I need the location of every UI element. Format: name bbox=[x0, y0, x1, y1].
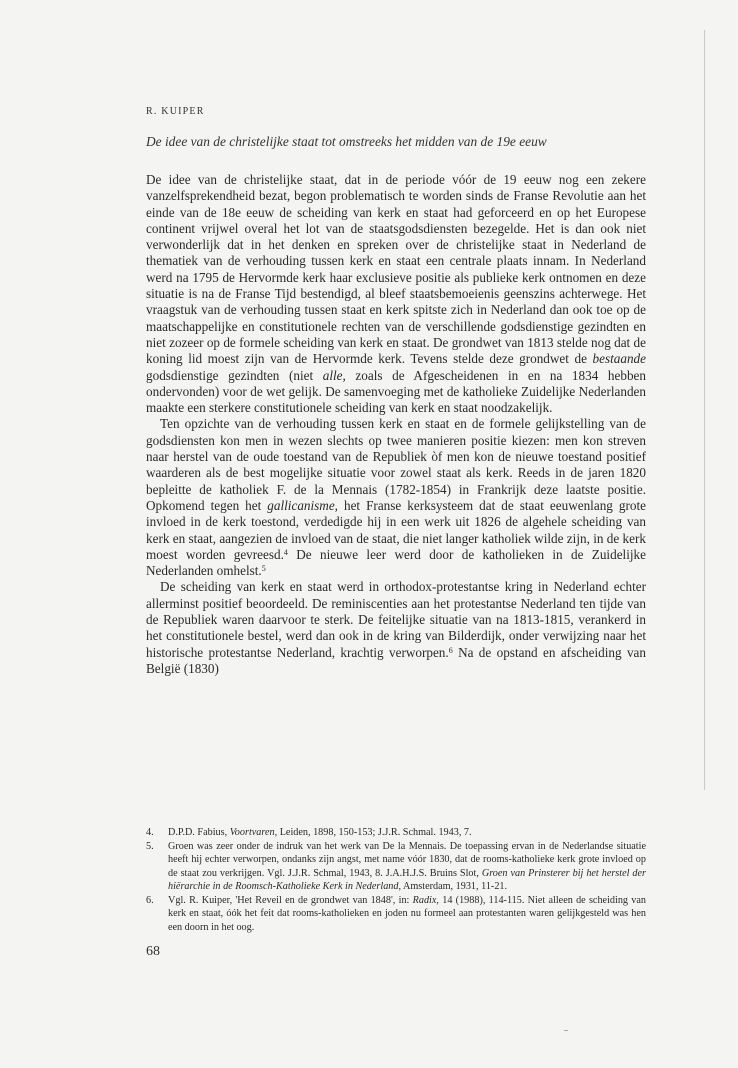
footnote-ref-4[interactable]: 4 bbox=[283, 547, 288, 557]
footnotes bbox=[146, 826, 646, 934]
footnote-text: Groen was zeer onder de indruk van het werk van De la Mennais. De toepassing ervan in de Nederlandse situatie heeft hij echter verworpen, ondanks zijn angst, met name vóór 1830, dat de rooms-katholieke kerk grote invloed op de staat zou verkrijgen. Vgl. J.J.R. Schmal, 1943, 8. J.A.H.J.S. Bruins Slot, Groen van Prinsterer bij het herstel der hiërarchie in de Roomsch-Katholieke Kerk in Nederland, Amsterdam, 1931, 11-21. bbox=[168, 840, 647, 892]
scan-mark bbox=[564, 1030, 568, 1031]
page-edge-line bbox=[704, 30, 705, 790]
footnote-ref-6[interactable]: 6 bbox=[448, 645, 453, 655]
footnote-5 bbox=[146, 840, 646, 894]
footnote-text: Vgl. R. Kuiper, 'Het Reveil en de grondwet van 1848', in: Radix, 14 (1988), 114-115. Niet alleen de scheiding van kerk en staat, óók het feit dat rooms-katholieken en joden nu formeel aan protestanten waren gelijkgesteld was hen een doorn in het oog. bbox=[168, 894, 646, 933]
text-run: De nieuwe leer werd door de katholieken in de Zuidelijke Nederlanden omhelst. bbox=[146, 546, 646, 579]
text-run: zoals de Afgescheidenen in en na 1834 hebben ondervonden) voor de wet gelijk. De samenvoeging met de katholieke Zuidelijke Nederlanden maakte een sterkere constitutionele scheiding van kerk en staat noodzakelijk. bbox=[146, 367, 646, 416]
page-number: 68 bbox=[146, 944, 160, 959]
text-run: De scheiding van kerk en staat werd in orthodox-protestantse kring in Nederland echter allerminst positief beoordeeld. De reminiscenties aan het protestantse Nederland ten tijde van de Republiek waren daarvoor te sterk. De feitelijke situatie van na 1813-1815, verankerd in het constitutionele bestel, werd dan ook in de kring van Bilderdijk, onder verwijzing naar het historische protestantse Nederland, krachtig verworpen. bbox=[146, 579, 646, 660]
text-run: Ten opzichte van de verhouding tussen kerk en staat en de formele gelijkstelling van de godsdiensten kon men in wezen slechts op twee manieren positie kiezen: men kon streven naar herstel van de oude toestand van de Republiek òf men kon de nieuwe toestand positief waarderen als de best mogelijke situatie voor zowel staat als kerk. Reeds in de jaren 1820 bepleitte de katholiek F. de la Mennais (1782-1854) in Frankrijk deze laatste positie. Opkomend tegen het bbox=[146, 416, 646, 513]
running-head: R. KUIPER bbox=[146, 106, 205, 117]
paragraph-2 bbox=[146, 416, 646, 579]
footnote-ref-5[interactable]: 5 bbox=[261, 564, 266, 574]
text-run: Na de opstand en afscheiding van België (1830) bbox=[146, 644, 647, 676]
text-run: godsdienstige gezindten (niet bbox=[146, 367, 323, 383]
paragraph-1 bbox=[146, 172, 646, 416]
emphasis: bestaande bbox=[592, 351, 646, 367]
footnote-number: 6. bbox=[146, 894, 154, 906]
emphasis: alle, bbox=[322, 367, 346, 383]
footnote-4 bbox=[146, 826, 646, 840]
footnote-number: 5. bbox=[146, 840, 154, 852]
emphasis: gallicanisme, bbox=[267, 497, 338, 513]
footnote-number: 4. bbox=[146, 827, 154, 838]
section-title: De idee van de christelijke staat tot omstreeks het midden van de 19e eeuw bbox=[146, 134, 547, 149]
paragraph-3 bbox=[146, 579, 646, 677]
text-run: De idee van de christelijke staat, dat in de periode vóór de 19 eeuw nog een zekere vanzelfsprekendheid bezat, begon problematisch te worden sinds de Franse Revolutie aan het einde van de 18e eeuw de scheiding van kerk en staat had geforceerd en op het Europese continent vrijwel overal het lot van de staatsgodsdiensten bezegelde. Het is dan ook niet verwonderlijk dat in het denken en spreken over de christelijke staat in Nederland de thematiek van de verhouding tussen kerk en staat een centrale plaats innam. In Nederland werd na 1795 de Hervormde kerk haar exclusieve positie als publieke kerk ontnomen en deze situatie is na de Franse Tijd bestendigd, al bleef staatsbemoeienis geenszins achterwege. Het vraagstuk van de verhouding tussen staat en kerk spitste zich in Nederland dan ook toe op de maatschappelijke en constitutionele rechten van de verschillende godsdienstige gezindten en niet zozeer op de formele scheiding van kerk en staat. De grondwet van 1813 stelde nog dat de koning lid moest zijn van de Hervormde kerk. Tevens stelde deze grondwet de bbox=[146, 172, 646, 367]
text-run: het Franse kerksysteem dat de staat eeuwenlang grote invloed in de kerk toestond, verdedigde hij in een werk uit 1826 de algehele scheiding van kerk en staat, aangezien de invloed van de staat, die niet langer katholiek wilde zijn, in de kerk moest worden gevreesd. bbox=[146, 497, 646, 562]
body-text bbox=[146, 172, 646, 677]
footnote-text: D.P.D. Fabius, Voortvaren, Leiden, 1898, 150-153; J.J.R. Schmal. 1943, 7. bbox=[168, 827, 472, 838]
footnote-6 bbox=[146, 894, 646, 935]
